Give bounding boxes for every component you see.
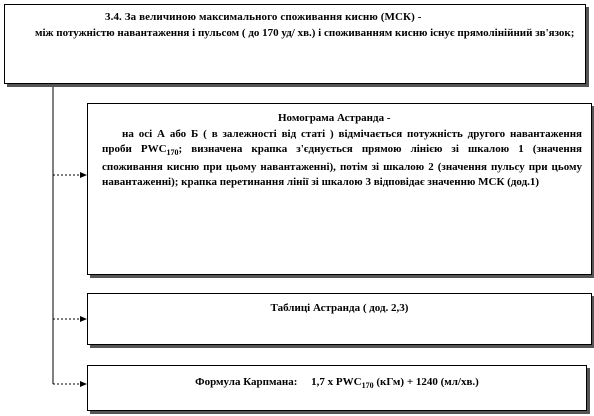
formula-label: Формула Карпмана: (195, 376, 298, 388)
nomogram-body-part-1: на осі А або Б ( в залежності від статі ) відмічається потужність другого навантаження проби PWC (102, 128, 582, 155)
nomogram-subscript: 170 (166, 148, 179, 158)
nomogram-body-part-2: ; визначена крапка з'єднується прямою лінією зі шкалою 1 (значення споживання кисню при цьому навантаженні), потім зі шкалою 2 (значення пульсу при цьому навантаженні); крапка перетинання лінії зі шкалою 3 відповідає значенню МСК (дод.1) (102, 143, 582, 189)
nomogram-body (102, 127, 582, 190)
nomogram-box (87, 103, 592, 275)
tables-text: Таблиці Астранда ( дод. 2,3) (270, 302, 409, 314)
top-body: між потужністю навантаження і пульсом ( до 170 уд/ хв.) і споживанням кисню існує прямолінійний зв'язок; (35, 27, 575, 39)
nomogram-title: Номограма Астранда - (278, 112, 391, 124)
top-definition-box (4, 4, 586, 84)
formula-part-1: 1,7 х PWC (311, 376, 362, 388)
tables-box (87, 293, 592, 345)
formula-part-2: (кГм) + 1240 (мл/хв.) (373, 376, 479, 388)
top-title: 3.4. За величиною максимального споживання кисню (МСК) - (105, 11, 422, 23)
formula-text (88, 376, 586, 390)
formula-subscript: 170 (361, 381, 374, 391)
formula-box (87, 365, 587, 411)
